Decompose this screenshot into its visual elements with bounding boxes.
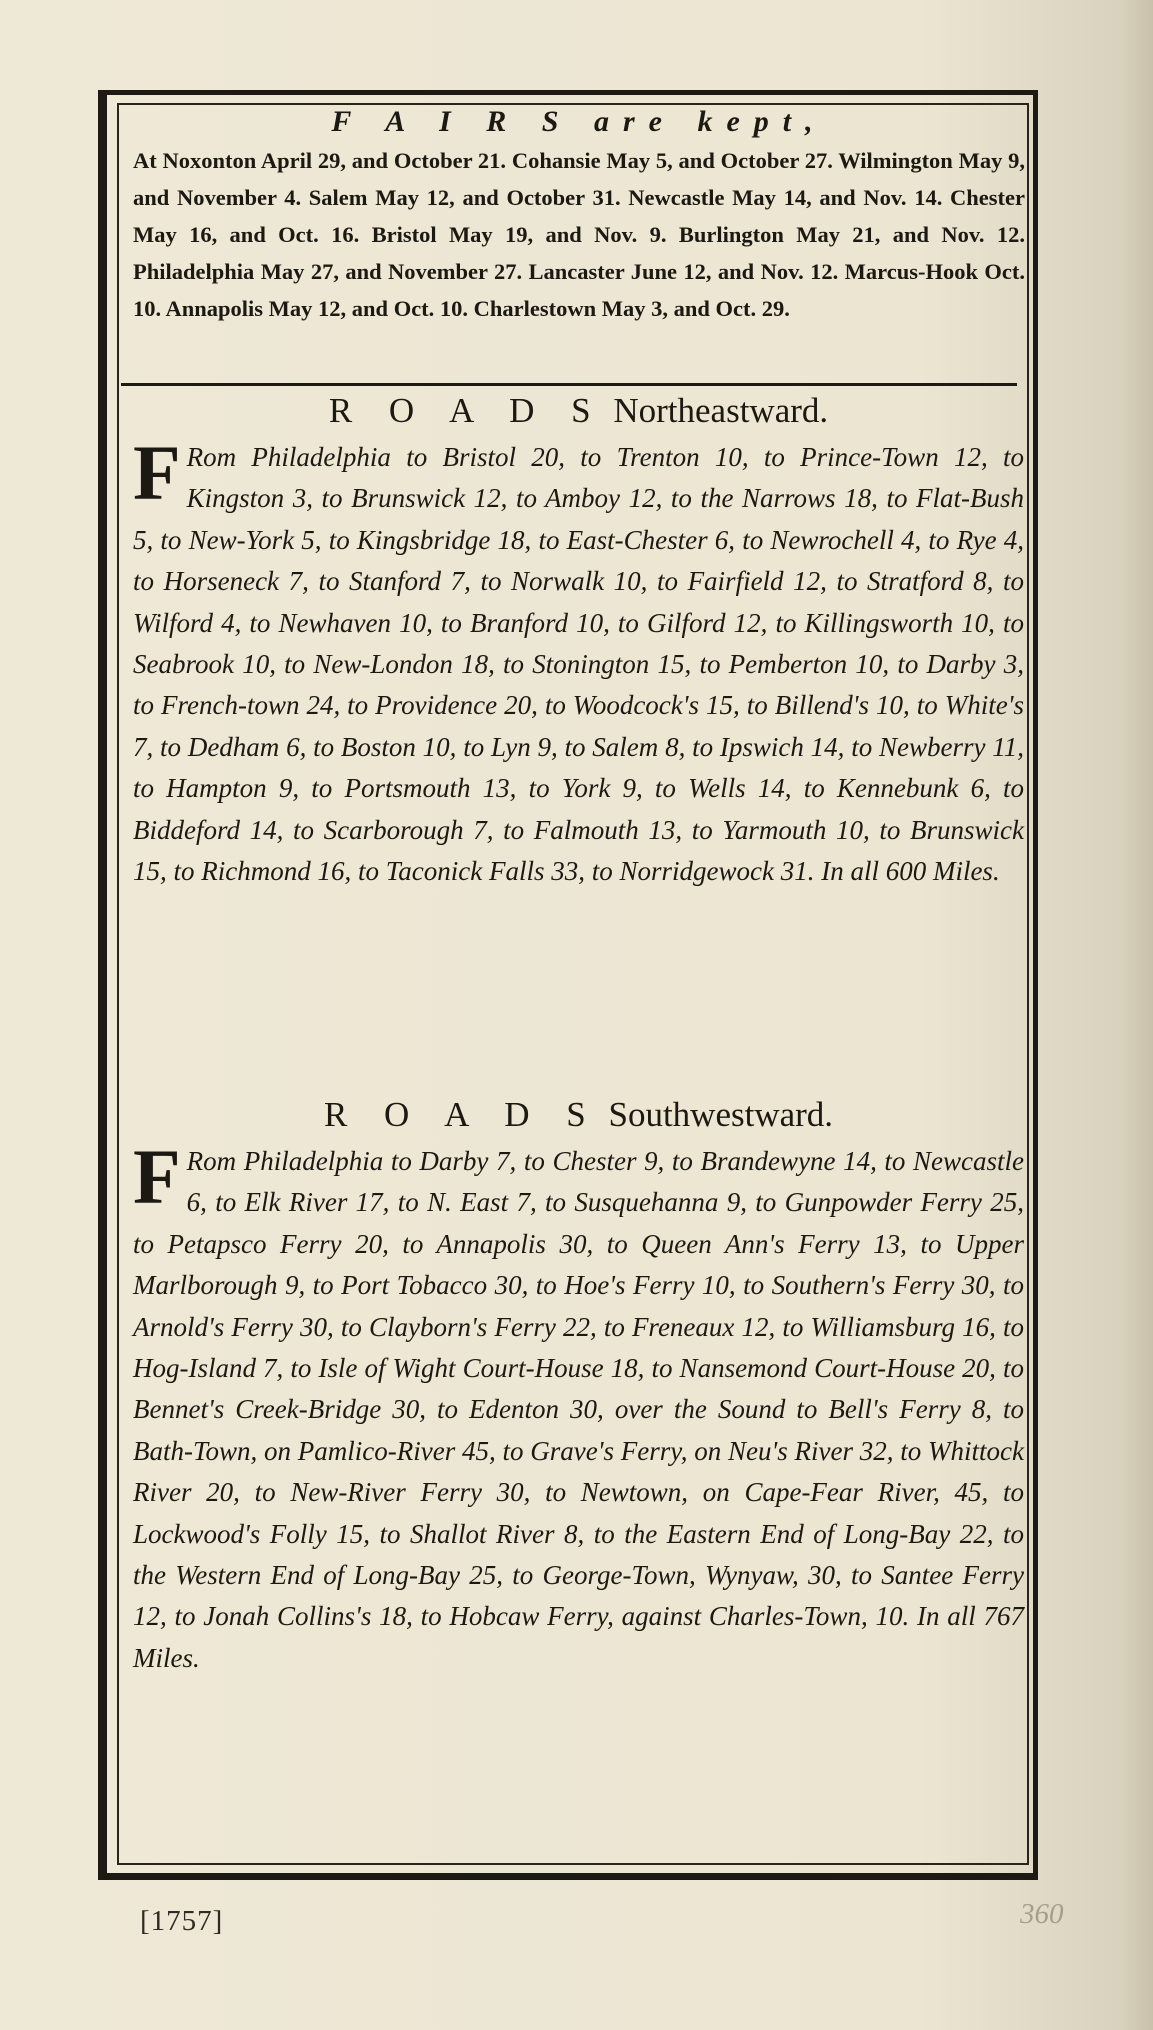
year-caption: [1757] [140, 1905, 224, 1937]
roads-heading-direction: Southwestward. [608, 1095, 834, 1134]
drop-cap: F [133, 1133, 181, 1220]
roads-northeast-body: Rom Philadelphia to Bristol 20, to Trenton 10, to Prince-Town 12, to Kingston 3, to Brunswick 12, to Amboy 12, to the Narrows 18, to Flat-Bush 5, to New-York 5, to Kingsbridge 18, to East-Chester 6, to Newrochell 4, to Rye 4, to Horseneck 7, to Stanford 7, to Norwalk 10, to Fairfield 12, to Stratford 8, to Wilford 4, to Newhaven 10, to Branford 10, to Gilford 12, to Killingsworth 10, to Seabrook 10, to New-London 18, to Stonington 15, to Pemberton 10, to Darby 3, to French-town 24, to Providence 20, to Woodcock's 15, to Billend's 10, to White's 7, to Dedham 6, to Boston 10, to Lyn 9, to Salem 8, to Ipswich 14, to Newberry 11, to Hampton 9, to Portsmouth 13, to York 9, to Wells 14, to Kennebunk 6, to Biddeford 14, to Scarborough 7, to Falmouth 13, to Yarmouth 10, to Brunswick 15, to Richmond 16, to Taconick Falls 33, to Norridgewock 31. In all 600 Miles. [133, 442, 1024, 887]
almanac-frame [98, 90, 1038, 1880]
roads-northeast-heading [131, 391, 1026, 431]
drop-cap: F [133, 429, 181, 516]
fairs-text: At Noxonton April 29, and October 21. Cohansie May 5, and October 27. Wilmington May 9, and November 4. Salem May 12, and October 31. Newcastle May 14, and Nov. 14. Chester May 16, and Oct. 16. Bristol May 19, and Nov. 9. Burlington May 21, and Nov. 12. Philadelphia May 27, and November 27. Lancaster June 12, and Nov. 12. Marcus-Hook Oct. 10. Annapolis May 12, and Oct. 10. Charlestown May 3, and Oct. 29. [133, 148, 1025, 321]
roads-heading-caps: R O A D S [328, 391, 605, 430]
roads-northeast-section [131, 391, 1026, 892]
page-number: 360 [1020, 1898, 1064, 1930]
roads-southwest-section [131, 1095, 1026, 1679]
roads-southwest-body: Rom Philadelphia to Darby 7, to Chester 9, to Brandewyne 14, to Newcastle 6, to Elk River 17, to N. East 7, to Susquehanna 9, to Gunpowder Ferry 25, to Petapsco Ferry 20, to Annapolis 30, to Queen Ann's Ferry 13, to Upper Marlborough 9, to Port Tobacco 30, to Hoe's Ferry 10, to Southern's Ferry 30, to Arnold's Ferry 30, to Clayborn's Ferry 22, to Freneaux 12, to Williamsburg 16, to Hog-Island 7, to Isle of Wight Court-House 18, to Nansemond Court-House 20, to Bennet's Creek-Bridge 30, to Edenton 30, over the Sound to Bell's Ferry 8, to Bath-Town, on Pamlico-River 45, to Grave's Ferry, on Neu's River 32, to Whittock River 20, to New-River Ferry 30, to Newtown, on Cape-Fear River, 45, to Lockwood's Folly 15, to Shallot River 8, to the Eastern End of Long-Bay 22, to the Western End of Long-Bay 25, to George-Town, Wynyaw, 30, to Santee Ferry 12, to Jonah Collins's 18, to Hobcaw Ferry, against Charles-Town, 10. In all 767 Miles. [133, 1146, 1024, 1673]
fairs-section [129, 105, 1029, 327]
roads-southwest-text [131, 1133, 1026, 1679]
roads-southwest-heading [131, 1095, 1026, 1135]
section-divider [121, 383, 1017, 386]
roads-heading-caps: R O A D S [323, 1095, 600, 1134]
roads-heading-direction: Northeastward. [613, 391, 829, 430]
roads-northeast-text [131, 429, 1026, 892]
fairs-heading: F A I R S are kept, [331, 105, 827, 138]
